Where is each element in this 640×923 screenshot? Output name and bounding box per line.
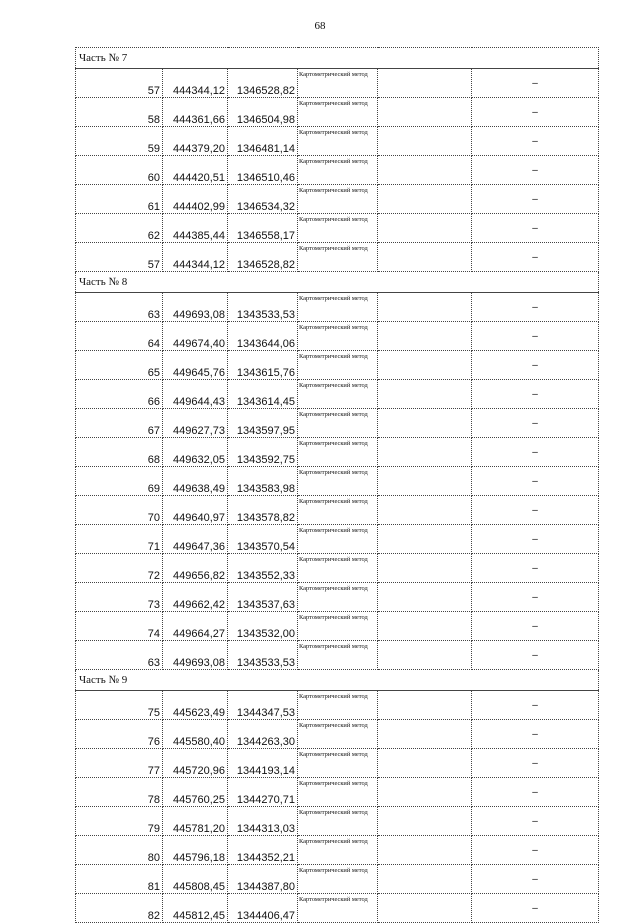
coord-x: 449662,42 xyxy=(163,583,228,612)
section-header xyxy=(76,48,599,69)
method: Картометрический метод xyxy=(298,438,378,467)
empty-cell xyxy=(378,156,472,185)
table-row xyxy=(76,185,599,214)
coord-x: 449693,08 xyxy=(163,641,228,670)
coord-x: 444344,12 xyxy=(163,69,228,98)
method: Картометрический метод xyxy=(298,865,378,894)
coord-x: 445580,40 xyxy=(163,720,228,749)
method: Картометрический метод xyxy=(298,641,378,670)
coord-y: 1346528,82 xyxy=(228,69,298,98)
table-row xyxy=(76,720,599,749)
coord-x: 445796,18 xyxy=(163,836,228,865)
note-dash: – xyxy=(472,243,599,272)
method: Картометрический метод xyxy=(298,156,378,185)
point-number: 75 xyxy=(76,691,163,720)
method: Картометрический метод xyxy=(298,554,378,583)
table-row xyxy=(76,438,599,467)
coord-y: 1343597,95 xyxy=(228,409,298,438)
point-number: 58 xyxy=(76,98,163,127)
coord-x: 444379,20 xyxy=(163,127,228,156)
empty-cell xyxy=(378,351,472,380)
coord-y: 1343644,06 xyxy=(228,322,298,351)
empty-cell xyxy=(378,438,472,467)
coord-x: 445720,96 xyxy=(163,749,228,778)
empty-cell xyxy=(378,865,472,894)
method: Картометрический метод xyxy=(298,525,378,554)
section-title: Часть № 7 xyxy=(76,48,599,69)
coord-x: 444385,44 xyxy=(163,214,228,243)
page-number: 68 xyxy=(314,20,326,32)
point-number: 64 xyxy=(76,322,163,351)
note-dash: – xyxy=(472,409,599,438)
method: Картометрический метод xyxy=(298,720,378,749)
table-row xyxy=(76,807,599,836)
table-row xyxy=(76,583,599,612)
coord-y: 1344263,30 xyxy=(228,720,298,749)
table-row xyxy=(76,127,599,156)
note-dash: – xyxy=(472,380,599,409)
empty-cell xyxy=(378,749,472,778)
point-number: 62 xyxy=(76,214,163,243)
note-dash: – xyxy=(472,438,599,467)
coord-x: 444361,66 xyxy=(163,98,228,127)
coord-x: 445812,45 xyxy=(163,894,228,923)
point-number: 65 xyxy=(76,351,163,380)
empty-cell xyxy=(378,583,472,612)
note-dash: – xyxy=(472,156,599,185)
point-number: 57 xyxy=(76,69,163,98)
method: Картометрический метод xyxy=(298,612,378,641)
coord-x: 444402,99 xyxy=(163,185,228,214)
table-row xyxy=(76,380,599,409)
note-dash: – xyxy=(472,98,599,127)
table-row xyxy=(76,691,599,720)
method: Картометрический метод xyxy=(298,749,378,778)
empty-cell xyxy=(378,243,472,272)
coord-y: 1343533,53 xyxy=(228,293,298,322)
method: Картометрический метод xyxy=(298,778,378,807)
point-number: 68 xyxy=(76,438,163,467)
table-row xyxy=(76,525,599,554)
method: Картометрический метод xyxy=(298,836,378,865)
note-dash: – xyxy=(472,69,599,98)
coord-x: 449656,82 xyxy=(163,554,228,583)
coord-x: 445760,25 xyxy=(163,778,228,807)
section-title: Часть № 8 xyxy=(76,272,599,293)
point-number: 72 xyxy=(76,554,163,583)
method: Картометрический метод xyxy=(298,409,378,438)
coord-y: 1344387,80 xyxy=(228,865,298,894)
point-number: 70 xyxy=(76,496,163,525)
section-header xyxy=(76,670,599,691)
coord-y: 1343592,75 xyxy=(228,438,298,467)
table-row xyxy=(76,641,599,670)
coord-x: 449627,73 xyxy=(163,409,228,438)
coord-x: 449645,76 xyxy=(163,351,228,380)
method: Картометрический метод xyxy=(298,293,378,322)
empty-cell xyxy=(378,894,472,923)
table-row xyxy=(76,214,599,243)
empty-cell xyxy=(378,496,472,525)
note-dash: – xyxy=(472,612,599,641)
point-number: 73 xyxy=(76,583,163,612)
note-dash: – xyxy=(472,351,599,380)
section-title: Часть № 9 xyxy=(76,670,599,691)
note-dash: – xyxy=(472,807,599,836)
table-row xyxy=(76,243,599,272)
coord-y: 1344193,14 xyxy=(228,749,298,778)
table-row xyxy=(76,894,599,923)
empty-cell xyxy=(378,467,472,496)
table-row xyxy=(76,496,599,525)
coord-y: 1343570,54 xyxy=(228,525,298,554)
note-dash: – xyxy=(472,894,599,923)
empty-cell xyxy=(378,612,472,641)
table-row xyxy=(76,836,599,865)
empty-cell xyxy=(378,322,472,351)
coord-x: 444420,51 xyxy=(163,156,228,185)
point-number: 71 xyxy=(76,525,163,554)
point-number: 82 xyxy=(76,894,163,923)
point-number: 77 xyxy=(76,749,163,778)
note-dash: – xyxy=(472,185,599,214)
method: Картометрический метод xyxy=(298,894,378,923)
coord-x: 449644,43 xyxy=(163,380,228,409)
coord-x: 449638,49 xyxy=(163,467,228,496)
coord-y: 1343615,76 xyxy=(228,351,298,380)
coord-x: 445623,49 xyxy=(163,691,228,720)
empty-cell xyxy=(378,409,472,438)
table-row xyxy=(76,778,599,807)
table-row xyxy=(76,351,599,380)
method: Картометрический метод xyxy=(298,496,378,525)
coordinates-table-container xyxy=(75,47,598,923)
table-row xyxy=(76,865,599,894)
empty-cell xyxy=(378,380,472,409)
empty-cell xyxy=(378,185,472,214)
section-header xyxy=(76,272,599,293)
coord-y: 1346481,14 xyxy=(228,127,298,156)
method: Картометрический метод xyxy=(298,185,378,214)
method: Картометрический метод xyxy=(298,127,378,156)
note-dash: – xyxy=(472,467,599,496)
coord-y: 1346504,98 xyxy=(228,98,298,127)
method: Картометрический метод xyxy=(298,322,378,351)
point-number: 69 xyxy=(76,467,163,496)
coord-x: 449674,40 xyxy=(163,322,228,351)
note-dash: – xyxy=(472,778,599,807)
coord-x: 449664,27 xyxy=(163,612,228,641)
note-dash: – xyxy=(472,641,599,670)
empty-cell xyxy=(378,641,472,670)
table-row xyxy=(76,409,599,438)
point-number: 63 xyxy=(76,293,163,322)
coord-y: 1344347,53 xyxy=(228,691,298,720)
coord-x: 449640,97 xyxy=(163,496,228,525)
coord-y: 1343552,33 xyxy=(228,554,298,583)
empty-cell xyxy=(378,720,472,749)
coord-y: 1343578,82 xyxy=(228,496,298,525)
note-dash: – xyxy=(472,554,599,583)
table-row xyxy=(76,467,599,496)
table-row xyxy=(76,98,599,127)
point-number: 61 xyxy=(76,185,163,214)
point-number: 79 xyxy=(76,807,163,836)
method: Картометрический метод xyxy=(298,243,378,272)
note-dash: – xyxy=(472,525,599,554)
point-number: 74 xyxy=(76,612,163,641)
note-dash: – xyxy=(472,496,599,525)
empty-cell xyxy=(378,778,472,807)
note-dash: – xyxy=(472,691,599,720)
coord-x: 449693,08 xyxy=(163,293,228,322)
coord-y: 1343614,45 xyxy=(228,380,298,409)
empty-cell xyxy=(378,293,472,322)
point-number: 76 xyxy=(76,720,163,749)
coord-y: 1344313,03 xyxy=(228,807,298,836)
note-dash: – xyxy=(472,127,599,156)
coordinates-table xyxy=(75,47,599,923)
coord-x: 449647,36 xyxy=(163,525,228,554)
method: Картометрический метод xyxy=(298,583,378,612)
coord-y: 1343533,53 xyxy=(228,641,298,670)
method: Картометрический метод xyxy=(298,214,378,243)
method: Картометрический метод xyxy=(298,467,378,496)
empty-cell xyxy=(378,691,472,720)
table-row xyxy=(76,322,599,351)
empty-cell xyxy=(378,98,472,127)
coord-y: 1344352,21 xyxy=(228,836,298,865)
coord-x: 445808,45 xyxy=(163,865,228,894)
table-row xyxy=(76,156,599,185)
point-number: 57 xyxy=(76,243,163,272)
note-dash: – xyxy=(472,749,599,778)
note-dash: – xyxy=(472,865,599,894)
coord-x: 445781,20 xyxy=(163,807,228,836)
note-dash: – xyxy=(472,322,599,351)
note-dash: – xyxy=(472,836,599,865)
coord-x: 449632,05 xyxy=(163,438,228,467)
note-dash: – xyxy=(472,293,599,322)
method: Картометрический метод xyxy=(298,98,378,127)
empty-cell xyxy=(378,807,472,836)
point-number: 59 xyxy=(76,127,163,156)
method: Картометрический метод xyxy=(298,69,378,98)
coord-y: 1344406,47 xyxy=(228,894,298,923)
table-row xyxy=(76,293,599,322)
table-row xyxy=(76,69,599,98)
point-number: 67 xyxy=(76,409,163,438)
empty-cell xyxy=(378,127,472,156)
coord-y: 1346558,17 xyxy=(228,214,298,243)
note-dash: – xyxy=(472,583,599,612)
coord-y: 1343532,00 xyxy=(228,612,298,641)
note-dash: – xyxy=(472,720,599,749)
coord-y: 1346534,32 xyxy=(228,185,298,214)
point-number: 60 xyxy=(76,156,163,185)
empty-cell xyxy=(378,554,472,583)
empty-cell xyxy=(378,214,472,243)
coord-y: 1346510,46 xyxy=(228,156,298,185)
empty-cell xyxy=(378,836,472,865)
table-row xyxy=(76,749,599,778)
coord-y: 1344270,71 xyxy=(228,778,298,807)
method: Картометрический метод xyxy=(298,351,378,380)
table-row xyxy=(76,554,599,583)
coord-x: 444344,12 xyxy=(163,243,228,272)
method: Картометрический метод xyxy=(298,691,378,720)
method: Картометрический метод xyxy=(298,380,378,409)
coord-y: 1346528,82 xyxy=(228,243,298,272)
point-number: 80 xyxy=(76,836,163,865)
point-number: 78 xyxy=(76,778,163,807)
note-dash: – xyxy=(472,214,599,243)
table-row xyxy=(76,612,599,641)
empty-cell xyxy=(378,525,472,554)
coord-y: 1343583,98 xyxy=(228,467,298,496)
method: Картометрический метод xyxy=(298,807,378,836)
point-number: 66 xyxy=(76,380,163,409)
coord-y: 1343537,63 xyxy=(228,583,298,612)
empty-cell xyxy=(378,69,472,98)
point-number: 81 xyxy=(76,865,163,894)
point-number: 63 xyxy=(76,641,163,670)
